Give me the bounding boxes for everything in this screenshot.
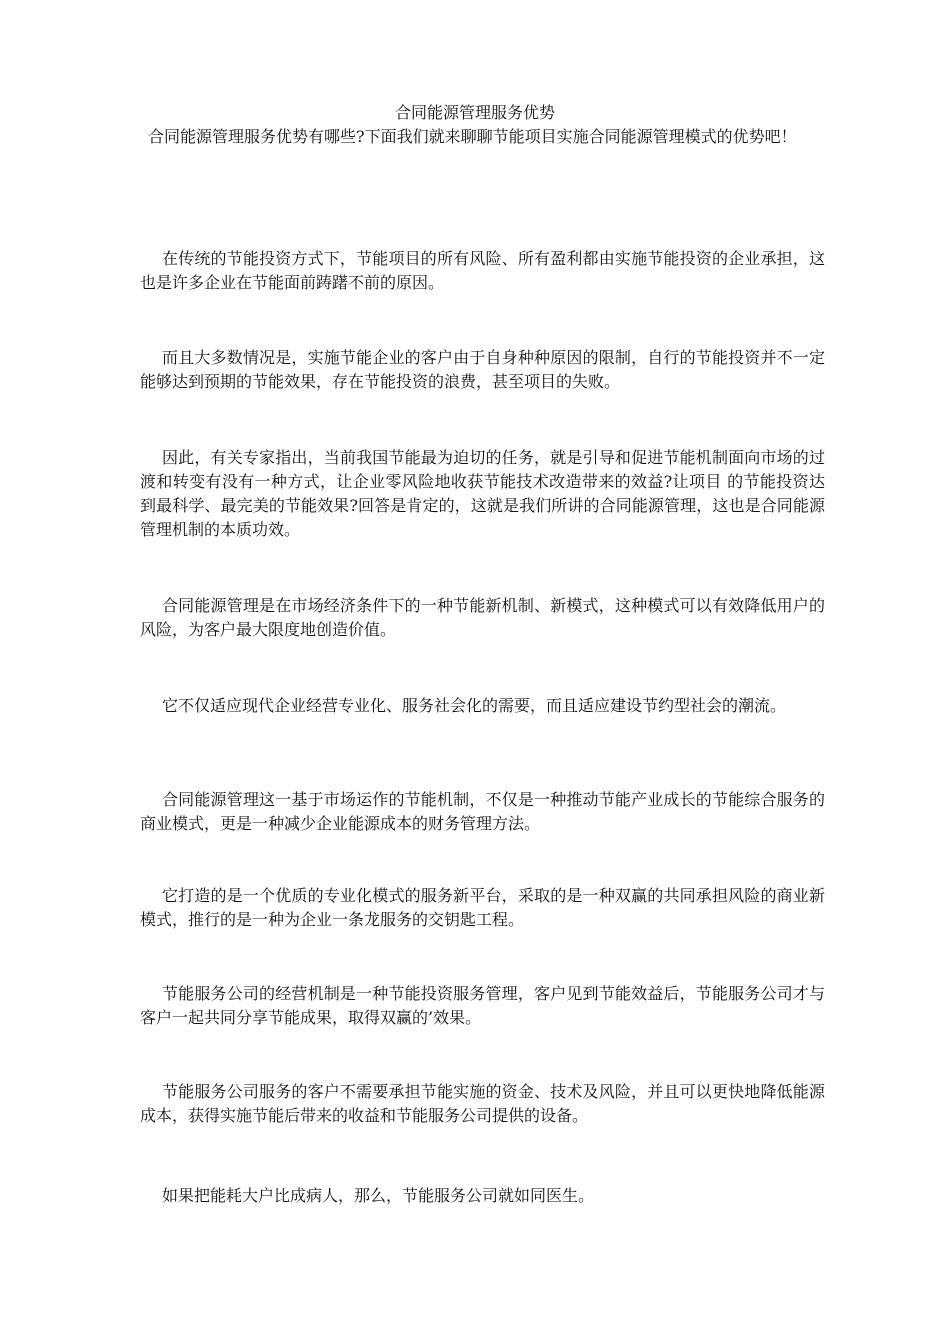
paragraph-9: 节能服务公司服务的客户不需要承担节能实施的资金、技术及风险，并且可以更快地降低能源成本，获得实施节能后带来的收益和节能服务公司提供的设备。: [140, 1082, 825, 1125]
paragraph-5: 它不仅适应现代企业经营专业化、服务社会化的需要，而且适应建设节约型社会的潮流。: [162, 696, 787, 715]
paragraph-4: 合同能源管理是在市场经济条件下的一种节能新机制、新模式，这种模式可以有效降低用户的风险，为客户最大限度地创造价值。: [140, 596, 825, 639]
paragraph-3: 因此，有关专家指出，当前我国节能最为迫切的任务，就是引导和促进节能机制面向市场的过渡和转变有没有一种方式，让企业零风险地收获节能技术改造带来的效益?让项目 的节能投资达到最科学、最完美的节能效果?回答是肯定的，这就是我们所讲的合同能源管理，这也是合同能源管理机制的本质功效。: [140, 448, 825, 539]
paragraph-1: 在传统的节能投资方式下，节能项目的所有风险、所有盈利都由实施节能投资的企业承担，这也是许多企业在节能面前踌躇不前的原因。: [140, 249, 825, 292]
document-title: 合同能源管理服务优势: [394, 103, 555, 122]
paragraph-10: 如果把能耗大户比成病人，那么，节能服务公司就如同医生。: [162, 1186, 595, 1205]
paragraph-6: 合同能源管理这一基于市场运作的节能机制，不仅是一种推动节能产业成长的节能综合服务的商业模式，更是一种减少企业能源成本的财务管理方法。: [140, 790, 825, 833]
paragraph-8: 节能服务公司的经营机制是一种节能投资服务管理，客户见到节能效益后，节能服务公司才与客户一起共同分享节能成果，取得双赢的’效果。: [140, 984, 825, 1027]
paragraph-7: 它打造的是一个优质的专业化模式的服务新平台，采取的是一种双赢的共同承担风险的商业新模式，推行的是一种为企业一条龙服务的交钥匙工程。: [140, 886, 825, 929]
intro-paragraph: 合同能源管理服务优势有哪些?下面我们就来聊聊节能项目实施合同能源管理模式的优势吧！: [148, 127, 797, 146]
paragraph-2: 而且大多数情况是，实施节能企业的客户由于自身种种原因的限制，自行的节能投资并不一定能够达到预期的节能效果，存在节能投资的浪费，甚至项目的失败。: [140, 348, 825, 391]
